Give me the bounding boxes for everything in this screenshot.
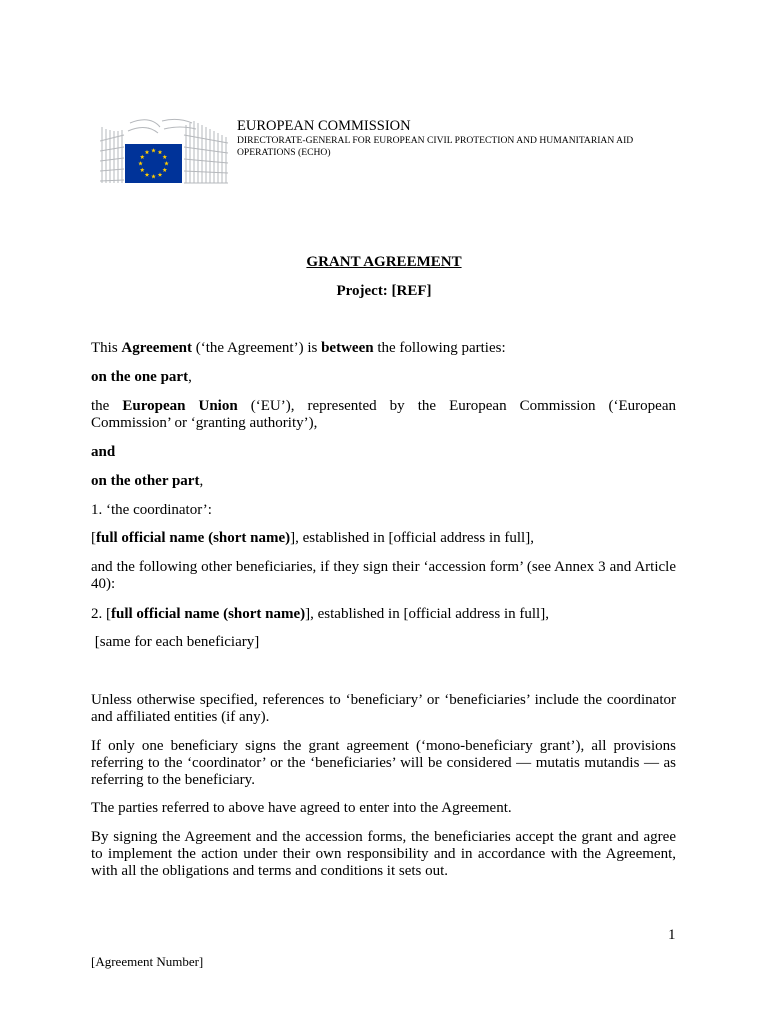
mono-beneficiary-paragraph: If only one beneficiary signs the grant agreement (‘mono-beneficiary grant’), all provisions referring to the ‘coordinator’ or the ‘beneficiaries’ will be considered — mutatis mutandis — as referring to the beneficiary.	[91, 738, 676, 788]
references-paragraph: Unless otherwise specified, references to ‘beneficiary’ or ‘beneficiaries’ include the coordinator and affiliated entities (if any).	[91, 692, 676, 725]
other-part-label: on the other part,	[91, 473, 204, 489]
coordinator-detail: [full official name (short name)], established in [official address in full],	[91, 530, 534, 546]
project-reference: Project: [REF]	[336, 283, 432, 299]
document-title: GRANT AGREEMENT	[306, 254, 462, 270]
agreed-paragraph: The parties referred to above have agreed to enter into the Agreement.	[91, 800, 512, 816]
european-union-party: the European Union (‘EU’), represented by the European Commission (‘European Commission’ or ‘granting authority’),	[91, 398, 676, 431]
other-beneficiaries-paragraph: and the following other beneficiaries, if they sign their ‘accession form’ (see Annex 3 and Article 40):	[91, 559, 676, 592]
agreement-number-footer: [Agreement Number]	[91, 954, 204, 969]
page-number: 1	[668, 927, 676, 943]
signing-paragraph: By signing the Agreement and the accession forms, the beneficiaries accept the grant and agree to implement the action under their own responsibility and in accordance with the Agreement, with all the obligations and terms and conditions it sets out.	[91, 829, 676, 879]
coordinator-label: 1. ‘the coordinator’:	[91, 502, 212, 518]
and-label: and	[91, 444, 116, 460]
beneficiary-2: 2. [full official name (short name)], established in [official address in full],	[91, 606, 549, 622]
same-for-each-beneficiary: [same for each beneficiary]	[91, 634, 260, 650]
directorate-general-name: DIRECTORATE-GENERAL FOR EUROPEAN CIVIL PROTECTION AND HUMANITARIAN AID OPERATIONS (ECHO)	[237, 135, 634, 158]
one-part-label: on the one part,	[91, 369, 192, 385]
intro-paragraph: This Agreement (‘the Agreement’) is between the following parties:	[91, 340, 506, 356]
european-commission-logo-icon	[100, 117, 230, 185]
organization-name: EUROPEAN COMMISSION	[237, 118, 411, 134]
